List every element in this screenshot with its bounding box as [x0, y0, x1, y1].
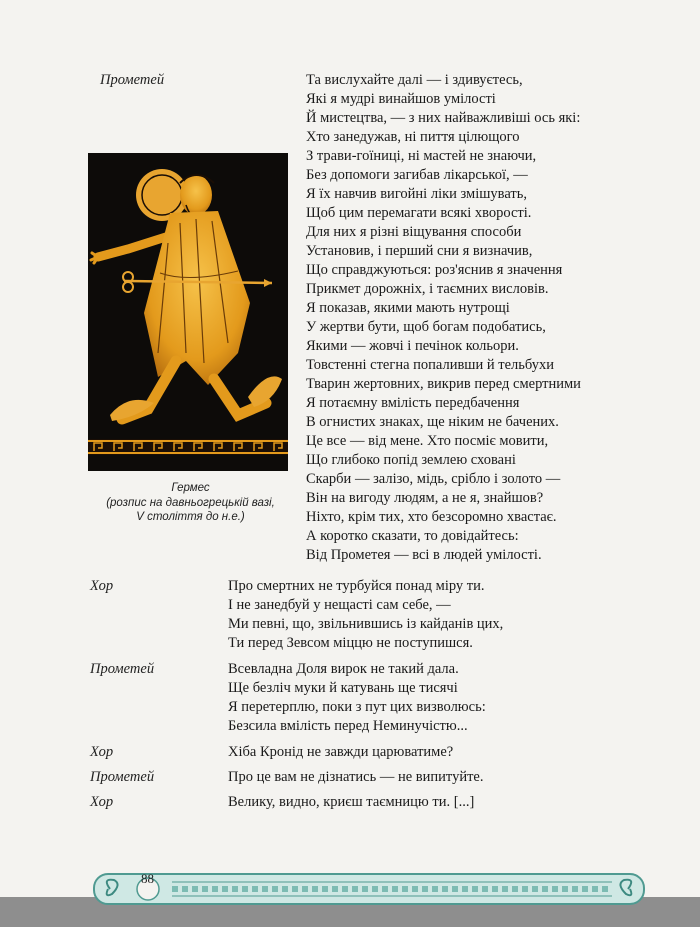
verse-line: Про це вам не дізнатись — не випитуйте.	[228, 769, 484, 785]
verse-line: Всевладна Доля вирок не такий дала.	[228, 661, 459, 677]
verse-block	[228, 768, 483, 787]
verse-line: Якими — жовчі і печінок кольори.	[306, 338, 519, 354]
verse-line: А коротко сказати, то довідайтесь:	[306, 528, 519, 544]
hermes-vase-illustration	[88, 153, 288, 471]
verse-line: Щоб цим перемагати всякі хворості.	[306, 205, 532, 221]
verse-line: Ще безліч муки й катувань ще тисячі	[228, 680, 458, 696]
verse-line: Тварин жертовних, викрив перед смертними	[306, 376, 581, 392]
verse-line: Я показав, якими мають нутрощі	[306, 300, 510, 316]
verse-line: Для них я різні віщування способи	[306, 224, 522, 240]
caption-line: Гермес	[171, 482, 210, 494]
page-number: 88	[141, 871, 154, 886]
verse-line: Я потаємну вмілість передбачення	[306, 395, 520, 411]
verse-line: Він на вигоду людям, а не я, знайшов?	[306, 490, 544, 506]
verse-line: Що справджуються: роз'яснив я значення	[306, 262, 563, 278]
speaker-label: Хор	[90, 744, 114, 760]
verse-block	[228, 793, 474, 812]
verse-line: Від Прометея — всі в людей умілості.	[306, 547, 542, 563]
speaker-label: Прометей	[90, 661, 155, 677]
verse-line: Установив, і перший сни я визначив,	[306, 243, 533, 259]
verse-line: Велику, видно, криєш таємницю ти. [...]	[228, 794, 475, 810]
verse-line: Без допомоги загибав лікарської, —	[306, 167, 528, 183]
verse-line: Прикмет дорожніх, і таємних висловів.	[306, 281, 549, 297]
verse-line: Я перетерплю, поки з пут цих визволюсь:	[228, 699, 486, 715]
verse-line: Я їх навчив вигойні ліки змішувать,	[306, 186, 527, 202]
verse-line: Ніхто, крім тих, хто безсоромно хвастає.	[306, 509, 557, 525]
speaker-label: Прометей	[100, 72, 165, 88]
caption-line: V століття до н.е.)	[136, 511, 245, 523]
speaker-label: Хор	[90, 794, 114, 810]
verse-line: І не занедбуй у нещасті сам себе, —	[228, 597, 451, 613]
footer-ornament	[92, 872, 646, 906]
verse-line: З трави-гоїниці, ні мастей не знаючи,	[306, 148, 537, 164]
verse-line: Хіба Кронід не завжди царюватиме?	[228, 744, 454, 760]
verse-line: Це все — від мене. Хто посміє мовити,	[306, 433, 549, 449]
speaker-label: Хор	[90, 578, 114, 594]
verse-line: Хто занедужав, ні пиття цілющого	[306, 129, 520, 145]
verse-line: В огнистих знаках, ще ніким не бачених.	[306, 414, 559, 430]
verse-line: Товстенні стегна попаливши й тельбухи	[306, 357, 554, 373]
verse-line: Безсила вмілість перед Неминучістю...	[228, 718, 468, 734]
verse-block	[228, 577, 503, 653]
speaker-label: Прометей	[90, 769, 155, 785]
verse-line: Які я мудрі винайшов умілості	[306, 91, 496, 107]
verse-line: Що глибоко попід землею сховані	[306, 452, 516, 468]
verse-line: Скарби — залізо, мідь, срібло і золото —	[306, 471, 561, 487]
verse-line: У жертви бути, щоб богам подобатись,	[306, 319, 546, 335]
illustration-caption	[88, 481, 293, 525]
caption-line: (розпис на давньогрецькій вазі,	[106, 496, 275, 509]
verse-line: Про смертних не турбуйся понад міру ти.	[228, 578, 485, 594]
verse-block	[306, 71, 581, 565]
hermes-figure-icon	[88, 153, 288, 471]
verse-block	[228, 743, 453, 762]
verse-line: Ми певні, що, звільнившись із кайданів цих,	[228, 616, 504, 632]
verse-block	[228, 660, 486, 736]
verse-line: Та вислухайте далі — і здивуєтесь,	[306, 72, 523, 88]
verse-line: Й мистецтва, — з них найважливіші ось які:	[306, 110, 581, 126]
verse-line: Ти перед Зевсом міццю не поступишся.	[228, 635, 473, 651]
